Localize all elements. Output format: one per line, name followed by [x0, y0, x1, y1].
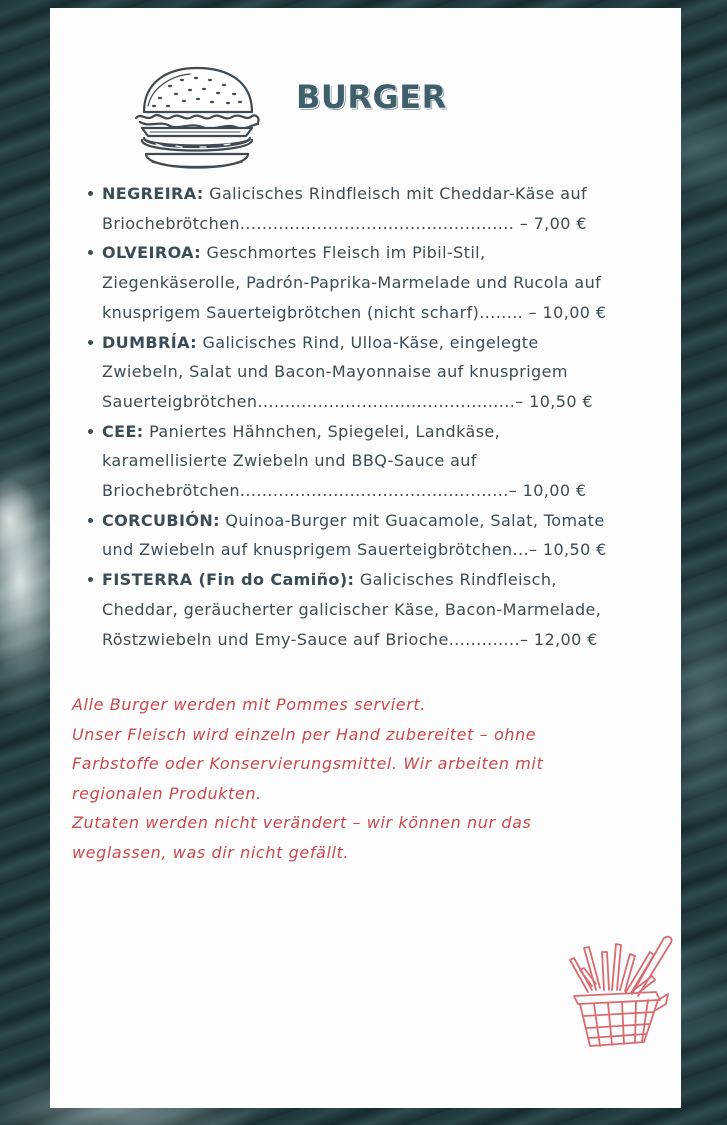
menu-item-negreira [102, 179, 662, 238]
item-desc-line: Briochebrötchen.................................................. – 7,00 € [102, 213, 587, 233]
burger-illustration-icon [130, 62, 264, 178]
item-desc-line: Geschmortes Fleisch im Pibil-Stil, [201, 243, 486, 263]
fries-illustration-icon [560, 930, 676, 1056]
item-name: DUMBRÍA: [102, 332, 197, 352]
note-line: Zutaten werden nicht verändert – wir können nur das [72, 813, 532, 833]
item-name: CEE: [102, 421, 144, 441]
item-desc-line: Paniertes Hähnchen, Spiegelei, Landkäse, [143, 421, 501, 441]
item-desc-line: und Zwiebeln auf knusprigem Sauerteigbrötchen...– 10,50 € [102, 540, 607, 560]
note-line: Alle Burger werden mit Pommes serviert. [72, 695, 426, 714]
note-line: Unser Fleisch wird einzeln per Hand zubereitet – ohne [72, 724, 537, 744]
item-desc-line: Galicisches Rindfleisch mit Cheddar-Käse auf [203, 184, 588, 203]
item-desc-line: Galicisches Rindfleisch, [354, 570, 557, 590]
item-desc-line: Röstzwiebeln und Emy-Sauce auf Brioche.............– 12,00 € [102, 629, 598, 649]
menu-item-dumbria [102, 328, 662, 417]
item-name: OLVEIROA: [102, 243, 202, 263]
item-desc-line: Sauerteigbrötchen...............................................– 10,50 € [102, 391, 594, 411]
menu-item-corcubion [102, 506, 662, 565]
item-desc-line: Zwiebeln, Salat und Bacon-Mayonnaise auf knusprigem [102, 362, 568, 382]
menu-item-fisterra [102, 565, 662, 654]
item-desc-line: Briochebrötchen.................................................– 10,00 € [102, 481, 587, 501]
item-desc-line: knusprigem Sauerteigbrötchen (nicht scharf)........ – 10,00 € [102, 302, 607, 322]
item-desc-line: Ziegenkäserolle, Padrón-Paprika-Marmelade und Rucola auf [102, 273, 602, 293]
menu-notes [72, 690, 632, 868]
item-desc-line: Galicisches Rind, Ulloa-Käse, eingelegte [196, 332, 539, 352]
burger-menu-list [102, 179, 662, 654]
item-name: NEGREIRA: [102, 184, 204, 203]
item-name: CORCUBIÓN: [102, 510, 220, 530]
item-desc-line: Cheddar, geräucherter galicischer Käse, Bacon-Marmelade, [102, 599, 602, 619]
menu-card [50, 8, 681, 1108]
section-title: BURGER [296, 78, 447, 116]
note-line: Farbstoffe oder Konservierungsmittel. Wir arbeiten mit [72, 754, 544, 774]
menu-item-olveiroa [102, 238, 662, 327]
item-desc-line: karamellisierte Zwiebeln und BBQ-Sauce auf [102, 451, 477, 471]
item-name: FISTERRA (Fin do Camiño): [102, 570, 355, 590]
note-line: regionalen Produkten. [72, 783, 262, 803]
item-desc-line: Quinoa-Burger mit Guacamole, Salat, Tomate [219, 510, 605, 530]
note-line: weglassen, was dir nicht gefällt. [72, 842, 350, 862]
menu-item-cee [102, 417, 662, 506]
